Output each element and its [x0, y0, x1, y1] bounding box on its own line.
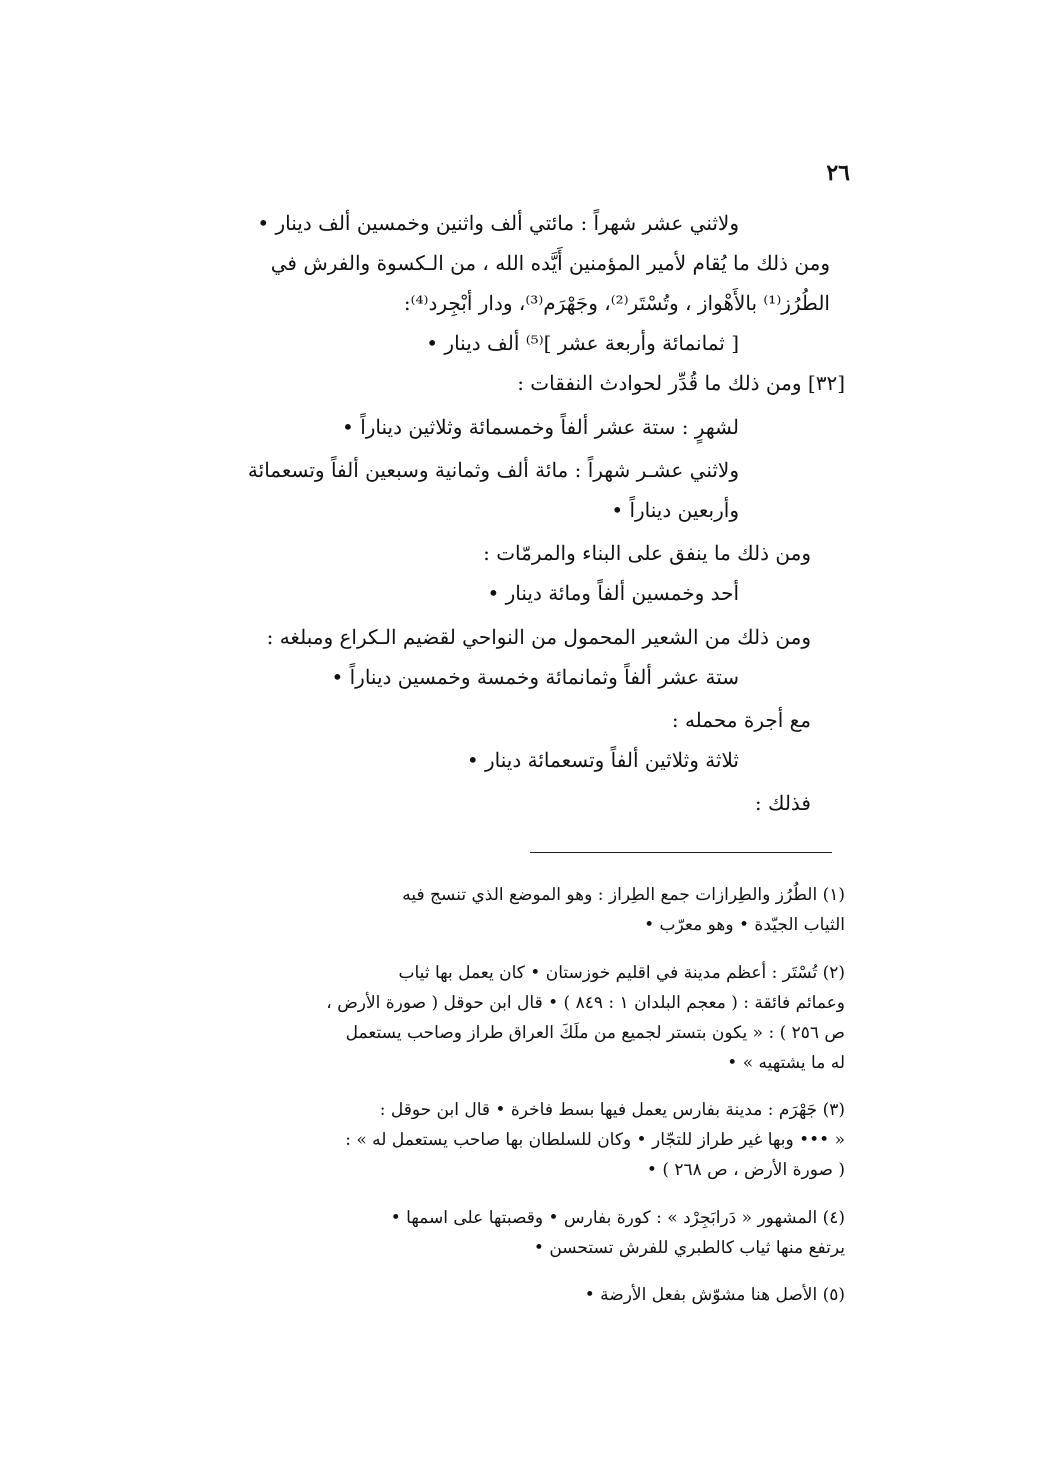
body-line: فذلك : [754, 791, 811, 815]
footnote-line: الثياب الجيّدة • وهو معرّب • [644, 915, 845, 935]
body-line: ولاثني عشـر شهراً : مائة ألف وثمانية وسبعين ألفاً وتسعمائة [247, 458, 739, 482]
body-line: ولاثني عشر شهراً : مائتي ألف واثنين وخمسين ألف دينار • [257, 211, 739, 235]
footnote-line: ( صورة الأرض ، ص ٢٦٨ ) • [646, 1160, 845, 1180]
footnote-divider [530, 852, 832, 853]
footnote-line: ص ٢٥٦ ) : « يكون بتستر لجميع من ملَكَ العراق طراز وصاحب يستعمل [345, 1023, 845, 1043]
body-line: وأربعين ديناراً • [611, 498, 739, 522]
footnote-line: وعمائم فائقة : ( معجم البلدان ١ : ٨٤٩ ) • قال ابن حوقل ( صورة الأرض ، [326, 993, 845, 1013]
body-line: ستة عشر ألفاً وثمانمائة وخمسة وخمسين ديناراً • [331, 665, 739, 689]
footnote-line: (٤) المشهور « دَرابَجِرْد » : كورة بفارس • وقصبتها على اسمها • [390, 1208, 845, 1228]
body-line: ومن ذلك ما ينفق على البناء والمرمّات : [483, 541, 811, 565]
body-line: [٣٢] ومن ذلك ما قُدِّر لحوادث النفقات : [517, 371, 845, 395]
body-line: [ ثمانمائة وأربعة عشر ]⁽⁵⁾ ألف دينار • [426, 331, 739, 355]
footnote-line: له ما يشتهيه » • [727, 1053, 845, 1073]
footnote-line: (٢) تُسْتَر : أعظم مدينة في اقليم خوزستان • كان يعمل بها ثياب [398, 963, 845, 983]
body-line: أحد وخمسين ألفاً ومائة دينار • [487, 581, 739, 605]
body-line: مع أجرة محمله : [671, 708, 811, 732]
body-line: ثلاثة وثلاثين ألفاً وتسعمائة دينار • [466, 748, 739, 772]
footnote-line: (١) الطُرُز والطِرازات جمع الطِراز : وهو الموضع الذي تنسج فيه [402, 885, 845, 905]
footnote-line: (٥) الأصل هنا مشوّش بفعل الأرضة • [584, 1285, 845, 1305]
body-line: لشهرٍ : ستة عشر ألفاً وخمسمائة وثلاثين ديناراً • [342, 415, 739, 439]
body-line: ومن ذلك ما يُقام لأمير المؤمنين أَيَّده الله ، من الـكسوة والفرش في [270, 251, 830, 275]
body-line: الطُرُز⁽¹⁾ بالأَهْواز ، وتُسْتَر⁽²⁾، وجَهْرَم⁽³⁾، ودار أبْجِرد⁽⁴⁾: [403, 291, 830, 315]
footnote-line: (٣) جَهْرَم : مدينة بفارس يعمل فيها بسط فاخرة • قال ابن حوقل : [379, 1100, 845, 1120]
footnote-line: يرتفع منها ثياب كالطبري للفرش تستحسن • [533, 1238, 845, 1258]
footnote-line: « ••• وبها غير طراز للتجّار • وكان للسلطان بها صاحب يستعمل له » : [345, 1130, 845, 1150]
page-number: ٢٦ [826, 160, 850, 186]
body-line: ومن ذلك من الشعير المحمول من النواحي لقضيم الـكراع ومبلغه : [266, 625, 811, 649]
